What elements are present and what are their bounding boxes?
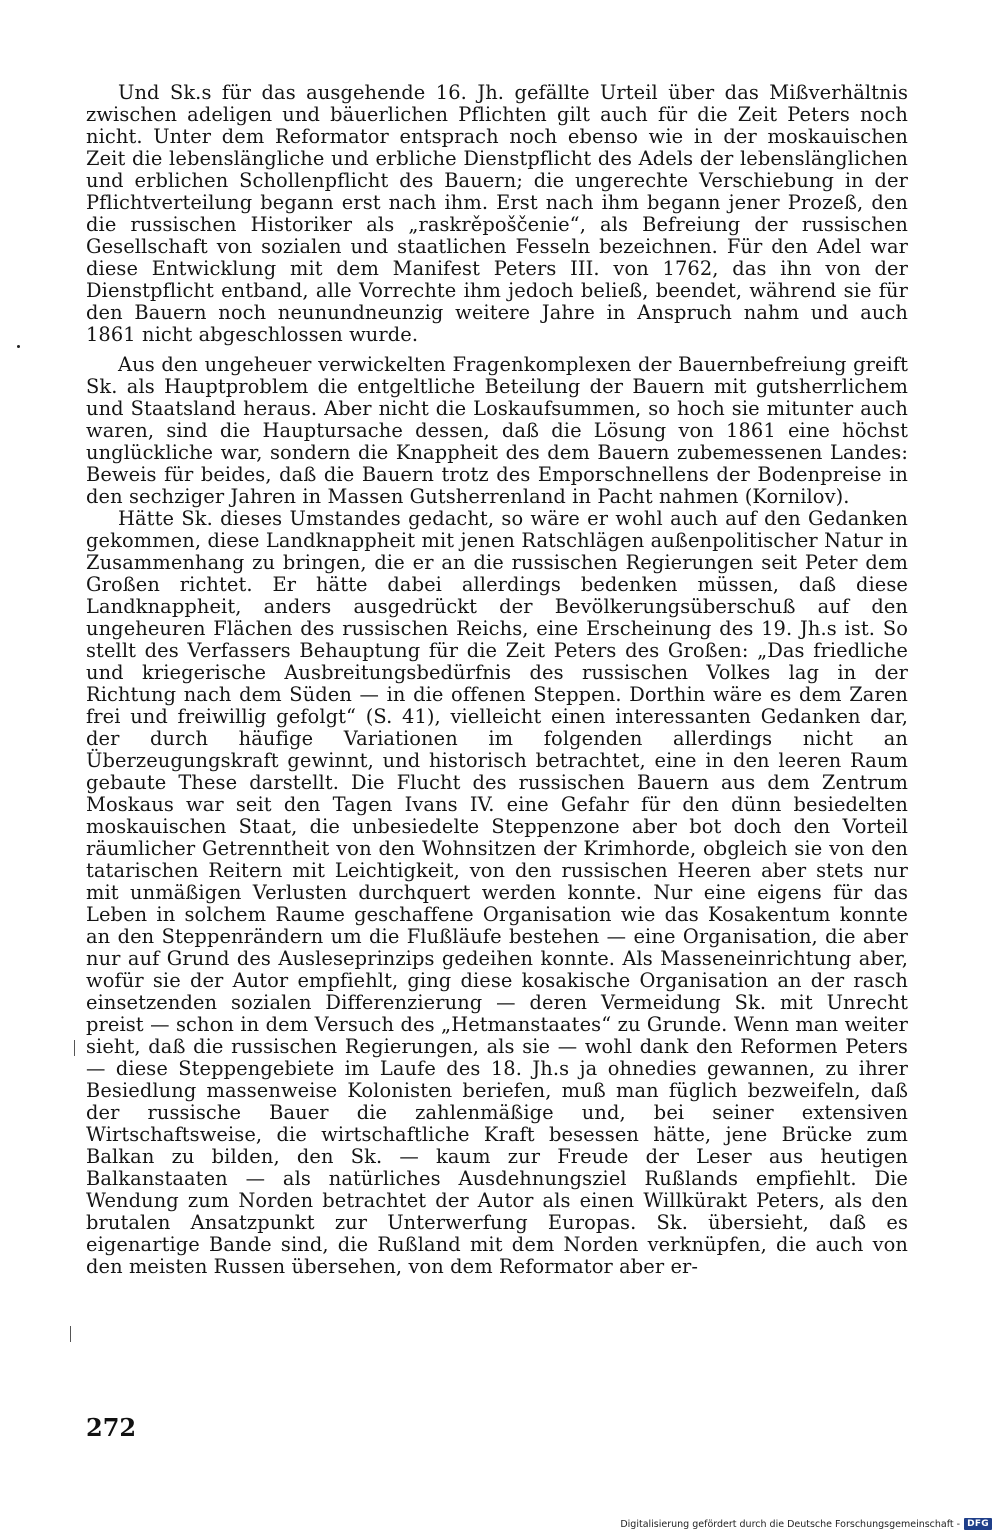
- credit-text: Digitalisierung gefördert durch die Deutsche Forschungsgemeinschaft -: [620, 1518, 961, 1530]
- page-number: 272: [86, 1413, 137, 1442]
- paragraph: Und Sk.s für das ausgehende 16. Jh. gefällte Urteil über das Mißverhältnis zwischen adeligen und bäuerlichen Pflichten gilt auch für die Zeit Peters noch nicht. Unter dem Reformator entsprach noch ebenso wie in der moskauischen Zeit die lebenslängliche und erbliche Dienstpflicht des Adels der lebenslänglichen und erblichen Schollenpflicht des Bauern; die ungerechte Verschiebung in der Pflichtverteilung begann erst nach ihm. Erst nach ihm begann jener Prozeß, den die russischen Historiker als „raskrěpoščenie“, als Befreiung der russischen Gesellschaft von sozialen und staatlichen Fesseln bezeichnen. Für den Adel war diese Entwicklung mit dem Manifest Peters III. von 1762, das ihn von der Dienstpflicht entband, alle Vorrechte ihm jedoch beließ, beendet, während sie für den Bauern noch neunundneunzig weitere Jahre in Anspruch nahm und auch 1861 nicht abgeschlossen wurde.: [86, 81, 908, 346]
- margin-mark: [74, 1040, 75, 1056]
- paragraph: Hätte Sk. dieses Umstandes gedacht, so wäre er wohl auch auf den Gedanken gekommen, diese Landknappheit mit jenen Ratschlägen außenpolitischer Natur in Zusammenhang zu bringen, die er an die russischen Regierungen seit Peter dem Großen richtet. Er hätte dabei allerdings bedenken müssen, daß diese Landknappheit, anders ausgedrückt der Bevölkerungsüberschuß auf den ungeheuren Flächen des russischen Reichs, eine Erscheinung des 19. Jh.s ist. So stellt des Verfassers Behauptung für die Zeit Peters des Großen: „Das friedliche und kriegerische Ausbreitungsbedürfnis des russischen Volkes lag in der Richtung nach dem Süden — in die offenen Steppen. Dorthin wäre es dem Zaren frei und freiwillig gefolgt“ (S. 41), vielleicht einen interessanten Gedanken dar, der durch häufige Variationen im folgenden allerdings nicht an Überzeugungskraft gewinnt, und historisch betrachtet, eine in den leeren Raum gebaute These darstellt. Die Flucht des russischen Bauern aus dem Zentrum Moskaus war seit den Tagen Ivans IV. eine Gefahr für den dünn besiedelten moskauischen Staat, die unbesiedelte Steppenzone aber bot doch den Vorteil räumlicher Getrenntheit von den Wohnsitzen der Krimhorde, obgleich sie von den tatarischen Reitern mit Leichtigkeit, von den russischen Heeren aber stets nur mit unmäßigen Verlusten durchquert werden konnte. Nur eine eigens für das Leben in solchem Raume geschaffene Organisation wie das Kosakentum konnte an den Steppenrändern um die Flußläufe bestehen — eine Organisation, die aber nur auf Grund des Ausleseprinzips gedeihen konnte. Als Masseneinrichtung aber, wofür sie der Autor empfiehlt, ging diese kosakische Organisation an der rasch einsetzenden sozialen Differenzierung — deren Vermeidung Sk. mit Unrecht preist — schon in dem Versuch des „Hetmanstaates“ zu Grunde. Wenn man weiter sieht, daß die russischen Regierungen, als sie — wohl dank den Reformen Peters — diese Steppengebiete im Laufe des 18. Jh.s ja ohnedies gewannen, zu ihrer Besiedlung massenweise Kolonisten beriefen, muß man füglich bezweifeln, daß der russische Bauer die zahlenmäßige und, bei seiner extensiven Wirtschaftsweise, die wirtschaftliche Kraft besessen hätte, jene Brücke zum Balkan zu bilden, den Sk. — kaum zur Freude der Leser aus heutigen Balkanstaaten — als natürliches Ausdehnungsziel Rußlands empfiehlt. Die Wendung zum Norden betrachtet der Autor als einen Willkürakt Peters, als den brutalen Ansatzpunkt zur Unterwerfung Europas. Sk. übersieht, daß es eigenartige Bande sind, die Rußland mit dem Norden verknüpfen, die auch von den meisten Russen übersehen, von dem Reformator aber er-: [86, 507, 908, 1278]
- margin-speck: [17, 345, 20, 348]
- paragraph: Aus den ungeheuer verwickelten Fragenkomplexen der Bauernbefreiung greift Sk. als Hauptproblem die entgeltliche Beteilung der Bauern mit gutsherrlichem und Staatsland heraus. Aber nicht die Loskaufsummen, so hoch sie mitunter auch waren, sind die Hauptursache dessen, daß die Lösung von 1861 eine höchst unglückliche war, sondern die Knappheit des dem Bauern zubemessenen Landes: Beweis für beides, daß die Bauern trotz des Emporschnellens der Bodenpreise in den sechziger Jahren in Massen Gutsherrenland in Pacht nahmen (Kornilov).: [86, 353, 908, 508]
- dfg-logo: DFG: [964, 1518, 992, 1530]
- digitization-credit: [620, 1518, 992, 1530]
- margin-mark: [70, 1326, 71, 1342]
- body-text: [86, 82, 908, 1278]
